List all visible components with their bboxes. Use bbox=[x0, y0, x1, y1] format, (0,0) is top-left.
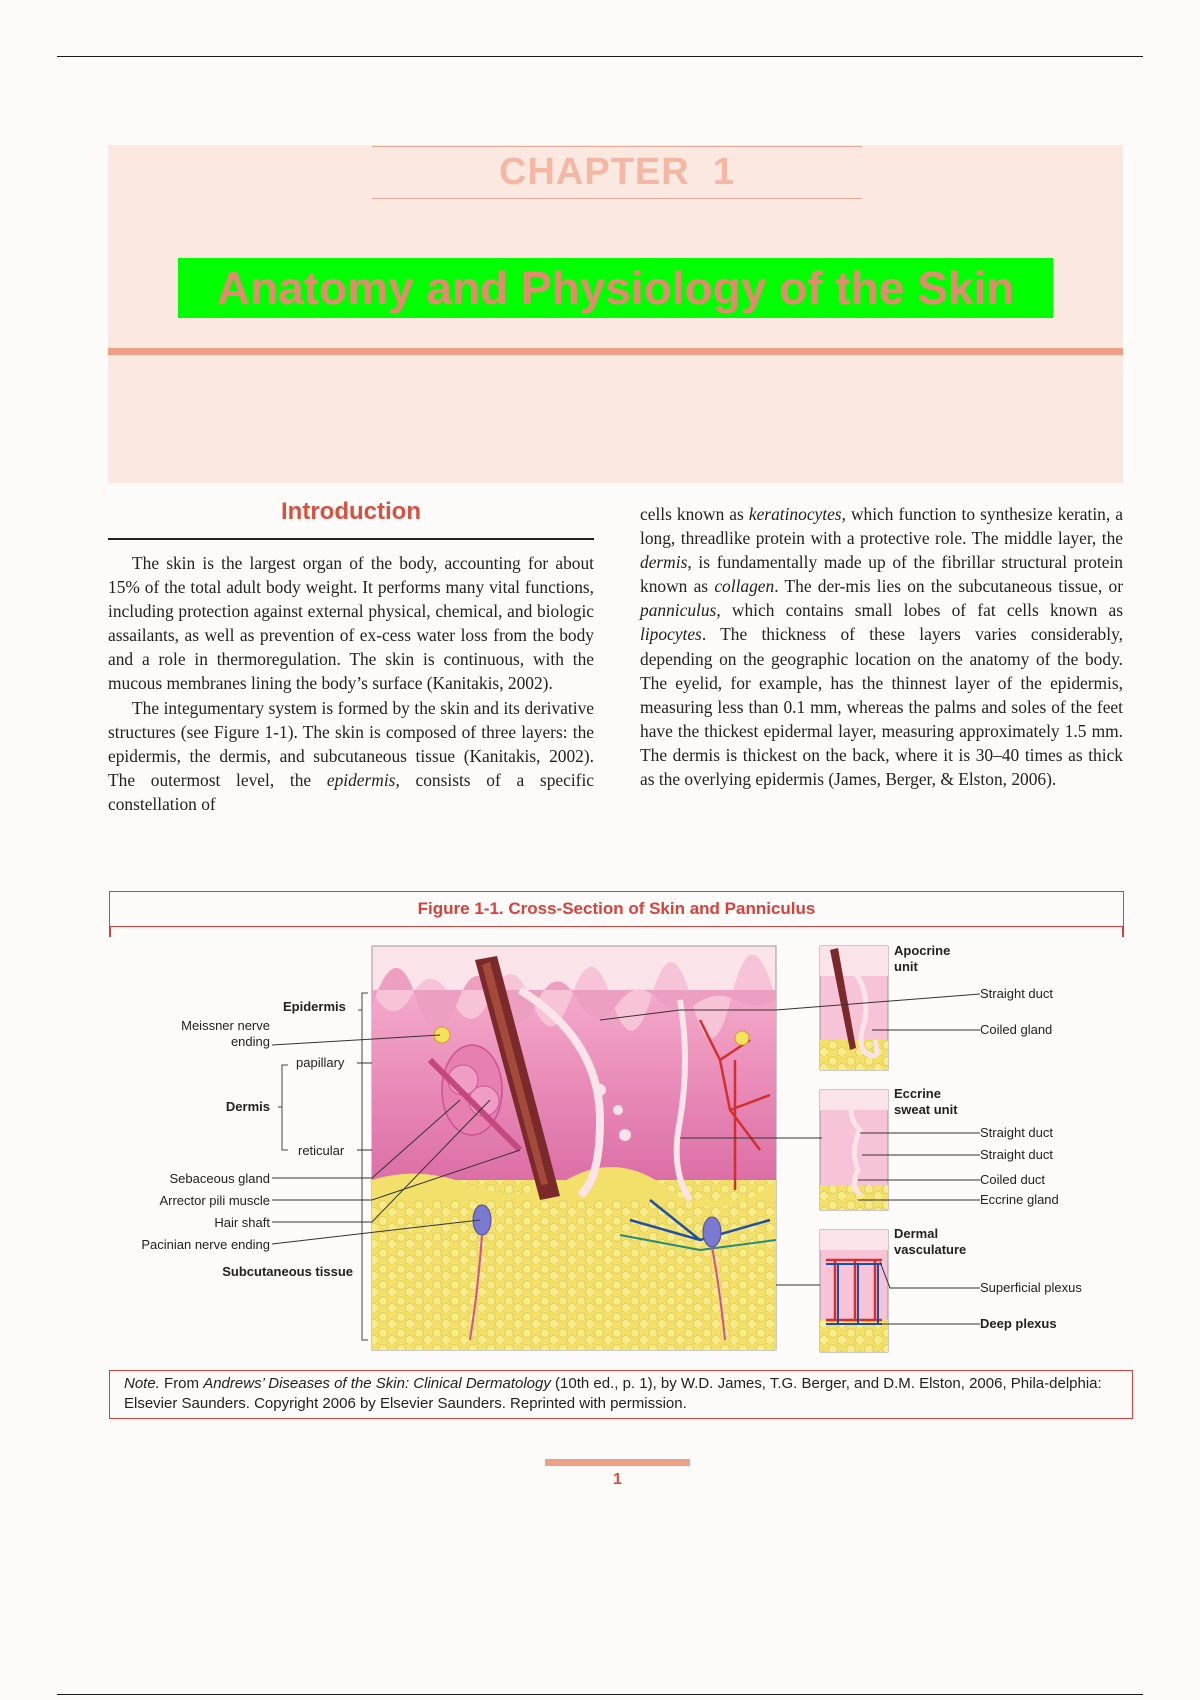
label-superficial-plexus: Superficial plexus bbox=[980, 1280, 1082, 1295]
label-papillary: papillary bbox=[296, 1055, 345, 1070]
eccrine-inset bbox=[820, 1090, 888, 1210]
label-pacinian: Pacinian nerve ending bbox=[141, 1237, 270, 1252]
paragraph-1: The skin is the largest organ of the body, accounting for about 15% of the total adult body weight. It performs many vital functions, including protection against external physical, chemical, and biologic assailants, as well as prevention of ex-cess water loss from the body and a role in thermoregulation. The skin is continuous, with the mucous membranes lining the body’s surface (Kanitakis, 2002). bbox=[108, 553, 594, 694]
label-eccrine-gland: Eccrine gland bbox=[980, 1192, 1059, 1207]
paragraph-2: The integumentary system is formed by the skin and its derivative structures (see Figure 1-1). The skin is composed of three layers: the epidermis, the dermis, and subcutaneous tissue (Kanitakis, 2002). The outermost level, the epidermis, consists of a specific constellation of bbox=[108, 697, 594, 814]
apocrine-inset bbox=[820, 946, 888, 1070]
label-dermal-1: Dermal bbox=[894, 1226, 939, 1241]
label-apocrine-1: Apocrine bbox=[894, 943, 951, 958]
label-meissner-1: Meissner nerve bbox=[181, 1018, 270, 1033]
label-straight-duct-c: Straight duct bbox=[980, 1147, 1053, 1162]
label-arrector: Arrector pili muscle bbox=[159, 1193, 270, 1208]
page-number-bar bbox=[545, 1459, 690, 1466]
label-reticular: reticular bbox=[298, 1143, 345, 1158]
vasculature-inset bbox=[820, 1230, 888, 1352]
label-subcutaneous: Subcutaneous tissue bbox=[222, 1264, 353, 1279]
label-apocrine-2: unit bbox=[894, 959, 918, 974]
left-bracket bbox=[358, 993, 368, 1340]
dermis-bracket bbox=[278, 1065, 288, 1150]
label-eccrine-2: sweat unit bbox=[894, 1102, 958, 1117]
page-number: 1 bbox=[613, 1471, 622, 1488]
label-straight-duct-a: Straight duct bbox=[980, 986, 1053, 1001]
label-eccrine-1: Eccrine bbox=[894, 1086, 941, 1101]
label-coiled-gland: Coiled gland bbox=[980, 1022, 1053, 1037]
chapter-label: CHAPTER 1 bbox=[499, 151, 735, 193]
figure-caption: Figure 1-1. Cross-Section of Skin and Panniculus bbox=[417, 899, 816, 918]
paragraph-3: cells known as keratinocytes, which function to synthesize keratin, a long, threadlike protein with a protective role. The middle layer, the dermis, is fundamentally made up of the fibrillar structural protein known as collagen. The der-mis lies on the subcutaneous tissue, or panniculus, which contains small lobes of fat cells known as lipocytes. The thickness of these layers varies considerably, depending on the geographic location on the anatomy of the body. The eyelid, for example, has the thinnest layer of the epidermis, measuring less than 0.1 mm, whereas the palms and soles of the feet have the thickest epidermal layer, measuring approximately 1.5 mm. The dermis is thickest on the back, where it is 30–40 times as thick as the overlying epidermis (James, Berger, & Elston, 2006). bbox=[640, 504, 1123, 790]
label-coiled-duct: Coiled duct bbox=[980, 1172, 1046, 1187]
figure-note: Note. From Andrews’ Diseases of the Skin: Clinical Dermatology (10th ed., p. 1), by W.D. James, T.G. Berger, and D.M. Elston, 2006, Phila-delphia: Elsevier Saunders. Copyright 2006 by Elsevier Saunders. Reprinted with permission. bbox=[109, 1370, 1133, 1419]
label-dermal-2: vasculature bbox=[894, 1242, 967, 1257]
bottom-rule bbox=[57, 1694, 1143, 1695]
section-heading: Introduction bbox=[281, 498, 421, 525]
label-dermis: Dermis bbox=[225, 1099, 270, 1114]
label-hair-shaft: Hair shaft bbox=[214, 1215, 270, 1230]
label-deep-plexus: Deep plexus bbox=[980, 1316, 1057, 1331]
main-skin-illustration bbox=[372, 946, 776, 1350]
label-meissner-2: ending bbox=[230, 1034, 270, 1049]
label-epidermis: Epidermis bbox=[283, 999, 346, 1014]
chapter-title: Anatomy and Physiology of the Skin bbox=[216, 262, 1015, 314]
label-sebaceous: Sebaceous gland bbox=[169, 1171, 270, 1186]
label-straight-duct-b: Straight duct bbox=[980, 1125, 1053, 1140]
